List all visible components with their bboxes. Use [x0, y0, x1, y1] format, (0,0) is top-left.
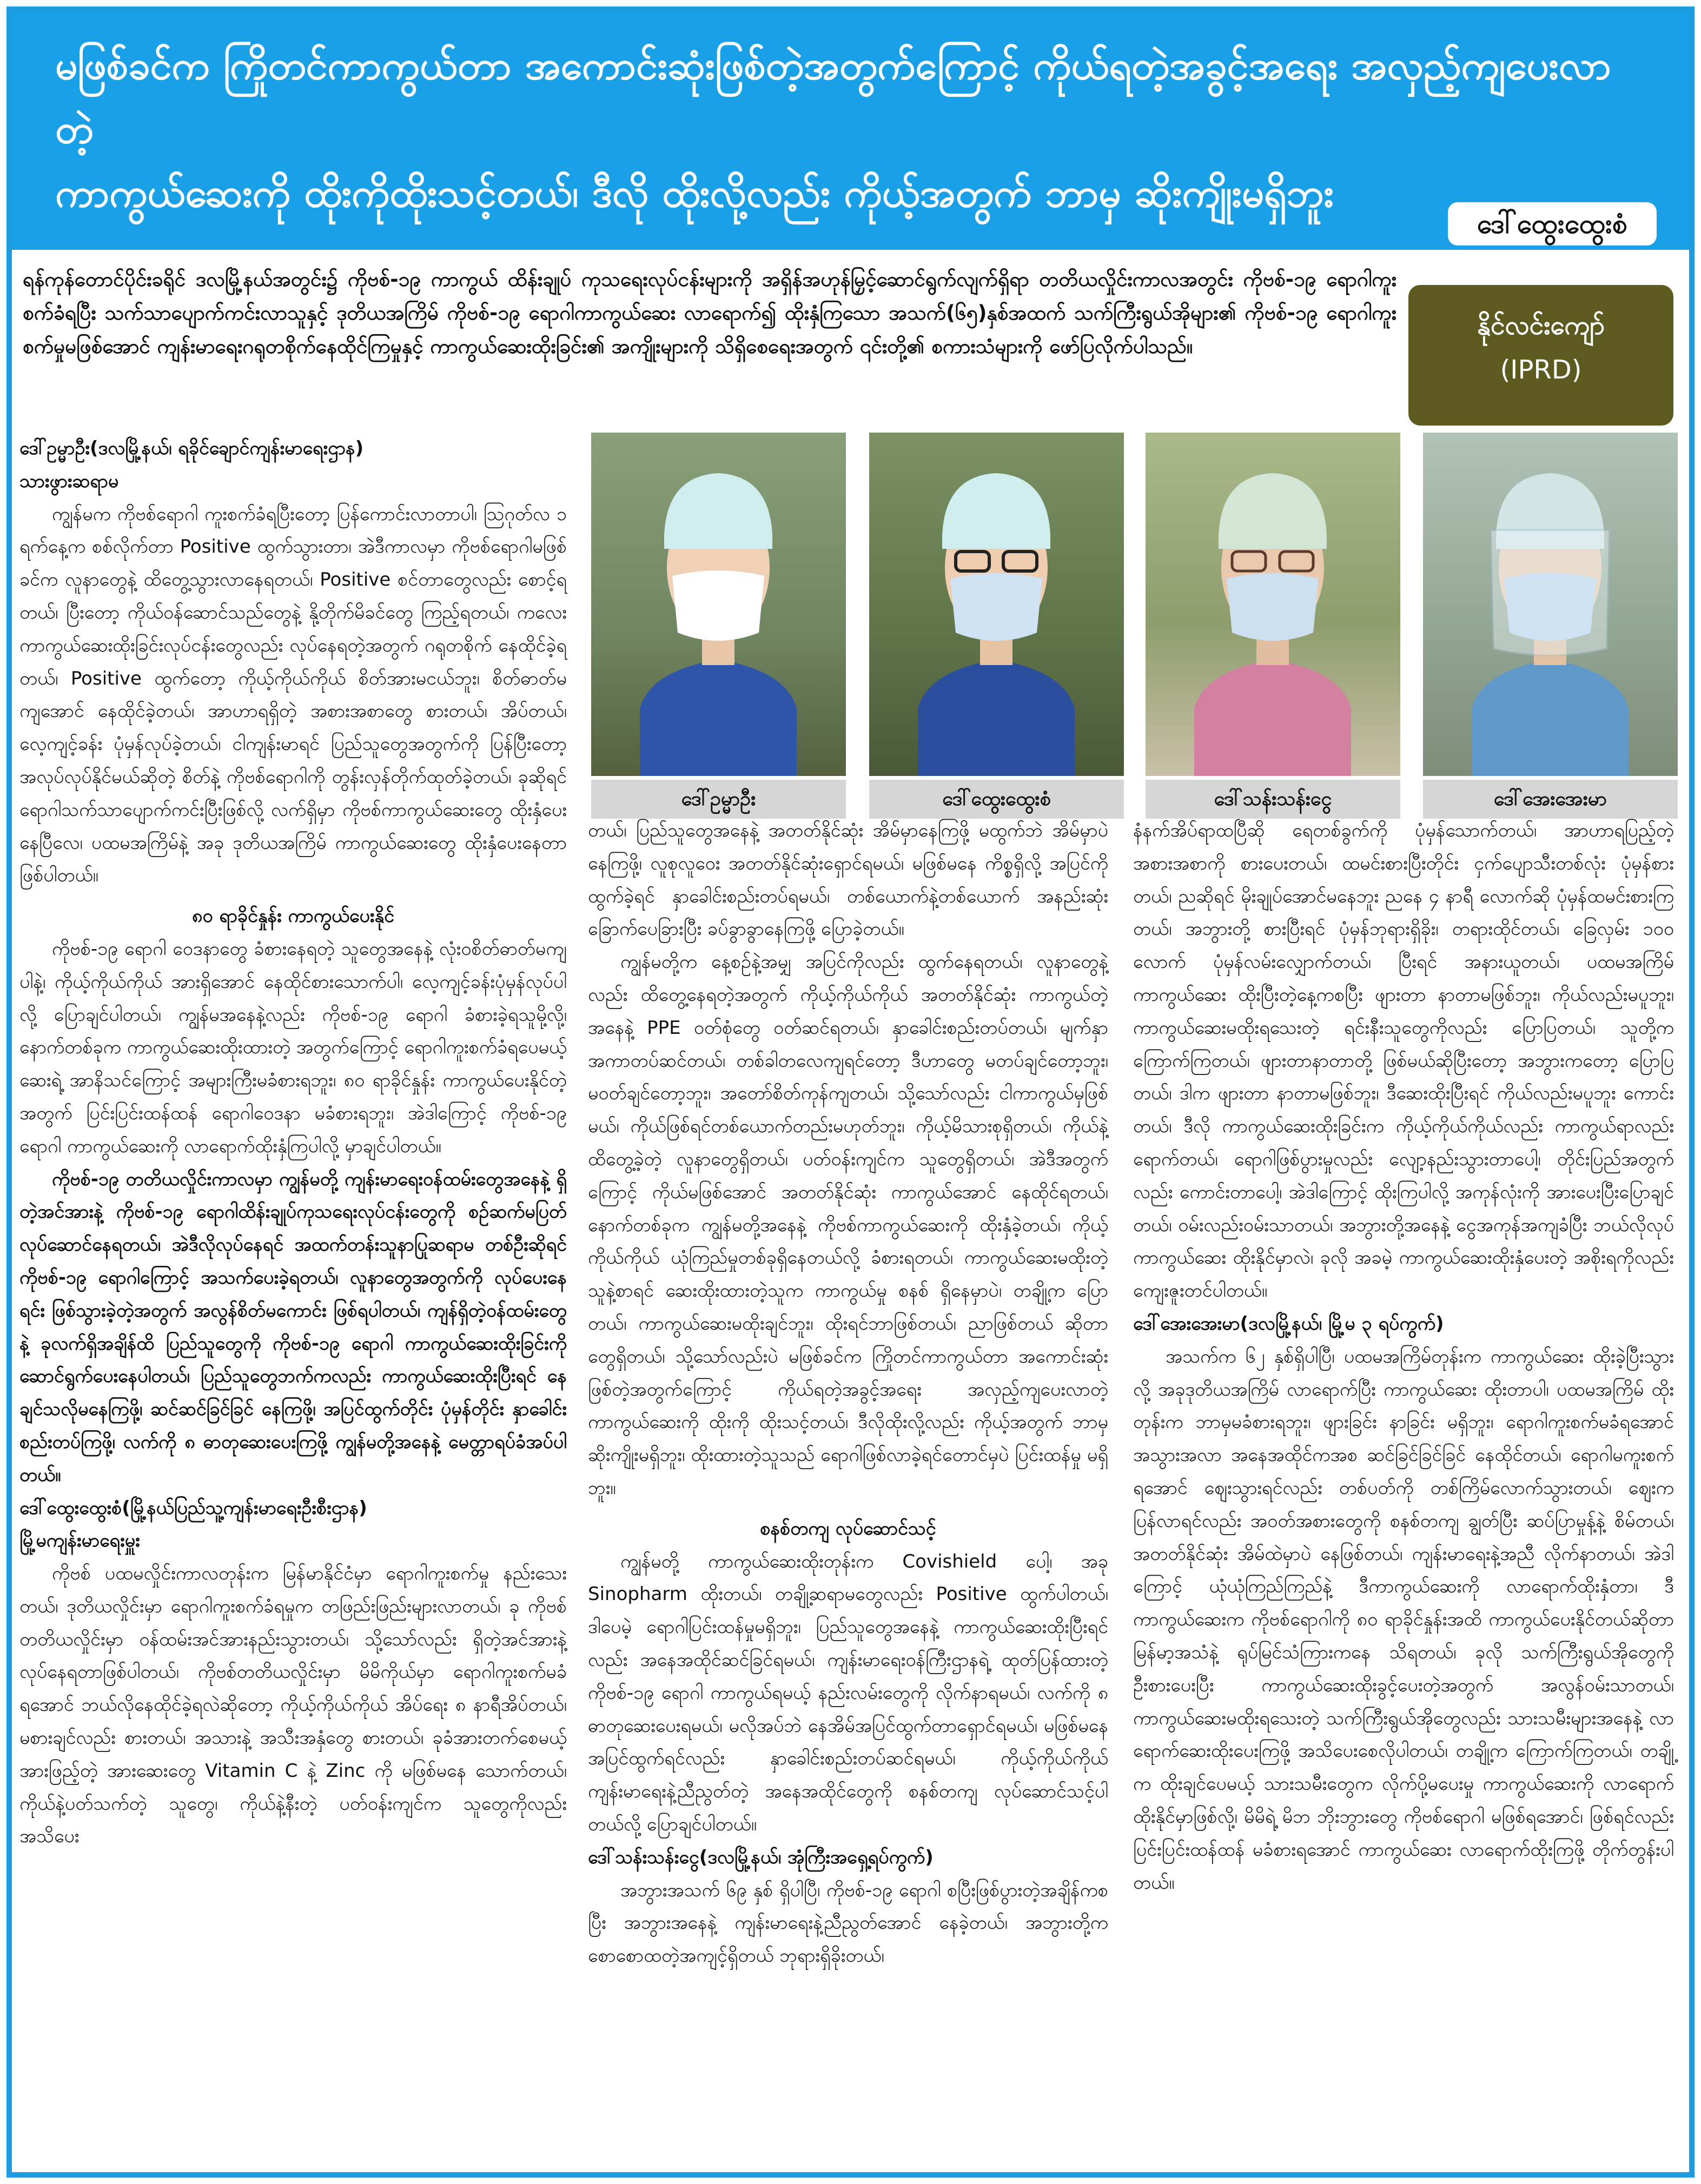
article-page [6, 6, 1695, 2178]
photo-caption: ဒေါ်အေးအေးမာ [1423, 780, 1678, 819]
photo-caption: ဒေါ်ဥမ္မာဦး [591, 780, 846, 819]
body-paragraph: တယ်၊ ပြည်သူတွေအနေနဲ့ အတတ်နိုင်ဆုံး အိမ်မှာနေကြဖို့ မထွက်ဘဲ အိမ်မှာပဲနေကြဖို့၊ လူစုလူဝေး အတတ်နိုင်ဆုံးရှောင်ရမယ်၊ မဖြစ်မနေ ကိစ္စရှိလို့ အပြင်ကို ထွက်ခဲ့ရင် နှာခေါင်းစည်းတပ်ရမယ်၊ တစ်ယောက်နဲ့တစ်ယောက် အနည်းဆုံး ခြောက်ပေခြားပြီး ခပ်ခွာခွာနေကြဖို့ ပြောခဲ့တယ်။ [588, 820, 1108, 940]
reporter-name: နိုင်လင်းကျော် [1477, 310, 1605, 341]
body-paragraph: အဘွားအသက် ၆၉ နှစ် ရှိပါပြီ၊ ကိုဗစ်-၁၉ ရောဂါ စပြီးဖြစ်ပွားတဲ့အချိန်ကစပြီး အဘွားအနေနဲ့ ကျန်းမာရေးနဲ့ညီညွတ်အောင် နေခဲ့တယ်၊ အဘွားတို့က စောစောထတဲ့အကျင့်ရှိတယ် ဘုရားရှိခိုးတယ်၊ [588, 1879, 1108, 1967]
headline [55, 34, 1645, 225]
body-paragraph-bold: ကိုဗစ်-၁၉ တတိယလှိုင်းကာလမှာ ကျွန်မတို့ ကျန်းမာရေးဝန်ထမ်းတွေအနေနဲ့ ရှိတဲ့အင်အားနဲ့ ကိုဗစ်-၁၉ ရောဂါထိန်းချုပ်ကုသရေးလုပ်ငန်းတွေကို စဉ်ဆက်မပြတ် လုပ်ဆောင်နေရတယ်၊ အဲဒီလိုလုပ်နေရင် အထက်တန်းသူနာပြုဆရာမ တစ်ဦးဆိုရင် ကိုဗစ်-၁၉ ရောဂါကြောင့် အသက်ပေးခဲ့ရတယ်၊ လူနာတွေအတွက်ကို လုပ်ပေးနေရင်း ဖြစ်သွားခဲ့တဲ့အတွက် အလွန်စိတ်မကောင်း ဖြစ်ရပါတယ်၊ ကျန်ရှိတဲ့ဝန်ထမ်းတွေနဲ့ ခုလက်ရှိအချိန်ထိ ပြည်သူတွေကို ကိုဗစ်-၁၉ ရောဂါ ကာကွယ်ဆေးထိုးခြင်းကို ဆောင်ရွက်ပေးနေပါတယ်၊ ပြည်သူတွေဘက်ကလည်း ကာကွယ်ဆေးထိုးပြီးရင် နေချင်သလိုမနေကြဖို့၊ ဆင်ဆင်ခြင်ခြင် နေကြဖို့၊ အပြင်ထွက်တိုင်း ပုံမှန်တိုင်း နှာခေါင်းစည်းတပ်ကြဖို့၊ လက်ကို ၈ ဓာတုဆေးပေးကြဖို့ ကျွန်မတို့အနေနဲ့ မေတ္တာရပ်ခံအပ်ပါတယ်။ [19, 1168, 567, 1486]
photo-1 [591, 433, 846, 819]
column-3 [1133, 814, 1674, 1899]
photo-4 [1423, 433, 1678, 819]
subheading: ၈၀ ရာခိုင်နှုန်း ကာကွယ်ပေးနိုင် [192, 905, 394, 927]
body-paragraph: ကိုဗစ်-၁၉ ရောဂါ ဝေဒနာတွေ ခံစားနေရတဲ့ သူတွေအနေနဲ့ လုံးဝစိတ်ဓာတ်မကျပါနဲ့၊ ကိုယ့်ကိုယ်ကိုယ် အားရှိအောင် နေထိုင်စားသောက်ပါ၊ လေ့ကျင့်ခန်းပုံမှန်လုပ်ပါလို့ ပြောချင်ပါတယ်၊ ကျွန်မအနေနဲ့လည်း ကိုဗစ်-၁၉ ရောဂါ ခံစားခဲ့ရသူမို့လို့၊ နောက်တစ်ခုက ကာကွယ်ဆေးထိုးထားတဲ့ အတွက်ကြောင့် ရောဂါကူးစက်ခံရပေမယ့် ဆေးရဲ့ အာနိသင်ကြောင့် အများကြီးမခံစားရဘူး၊ ၈၀ ရာခိုင်နှုန်း ကာကွယ်ပေးနိုင်တဲ့အတွက် ပြင်းပြင်းထန်ထန် ရောဂါဝေဒနာ မခံစားရဘူး၊ အဲဒါကြောင့် ကိုဗစ်-၁၉ ရောဂါ ကာကွယ်ဆေးကို လာရောက်ထိုးနှံကြပါလို့ မှာချင်ပါတယ်။ [19, 938, 567, 1157]
column-2 [588, 814, 1108, 1973]
body-paragraph: ကျွန်မတို့ ကာကွယ်ဆေးထိုးတုန်းက Covishield ပေါ့၊ အခု Sinopharm ထိုးတယ်၊ တချို့ဆရာမတွေလည်း Positive ထွက်ပါတယ်၊ ဒါပေမဲ့ ရောဂါပြင်းထန်မှုမရှိဘူး၊ ပြည်သူတွေအနေနဲ့ ကာကွယ်ဆေးထိုးပြီးရင်လည်း အနေအထိုင်ဆင်ခြင်ရမယ်၊ ကျန်းမာရေးဝန်ကြီးဌာနရဲ့ ထုတ်ပြန်ထားတဲ့ ကိုဗစ်-၁၉ ရောဂါ ကာကွယ်ရမယ့် နည်းလမ်းတွေကို လိုက်နာရမယ်၊ လက်ကို ၈ ဓာတုဆေးပေးရမယ်၊ မလိုအပ်ဘဲ နေအိမ်အပြင်ထွက်တာရှောင်ရမယ်၊ မဖြစ်မနေ အပြင်ထွက်ရင်လည်း နှာခေါင်းစည်းတပ်ဆင်ရမယ်၊ ကိုယ့်ကိုယ်ကိုယ် ကျန်းမာရေးနဲ့ညီညွတ်တဲ့ အနေအထိုင်တွေကို စနစ်တကျ လုပ်ဆောင်သင့်ပါတယ်လို့ ပြောချင်ပါတယ်။ [588, 1550, 1108, 1835]
photo-3 [1146, 433, 1400, 819]
interviewee-role: သားဖွားဆရာမ [19, 470, 119, 492]
subheading: စနစ်တကျ လုပ်ဆောင်သင့် [760, 1517, 936, 1539]
interviewee-heading: ဒေါ်ထွေးထွေးစံ(မြို့နယ်ပြည်သူ့ကျန်းမာရေးဦးစီးဌာန) [19, 1497, 367, 1519]
reporter-badge [1408, 285, 1673, 426]
headline-line-2: ကာကွယ်ဆေးကို ထိုးကိုထိုးသင့်တယ်၊ ဒီလို ထိုးလို့လည်း ကိုယ့်အတွက် ဘာမှ ဆိုးကျိုးမရှိဘူး [55, 170, 1334, 216]
person-portrait [1194, 454, 1351, 776]
person-portrait [918, 454, 1075, 776]
column-1 [19, 432, 567, 1853]
headline-line-1: မဖြစ်ခင်က ကြိုတင်ကာကွယ်တာ အကောင်းဆုံးဖြစ်တဲ့အတွက်ကြောင့် ကိုယ်ရတဲ့အခွင့်အရေး အလှည့်ကျပေးလာတဲ့ [55, 43, 1611, 152]
headline-banner [12, 12, 1689, 250]
intro-paragraph: ရန်ကုန်တောင်ပိုင်းခရိုင် ဒလမြို့နယ်အတွင်း၌ ကိုဗစ်-၁၉ ကာကွယ် ထိန်းချုပ် ကုသရေးလုပ်ငန်းများကို အရှိန်အဟုန်မြှင့်ဆောင်ရွက်လျက်ရှိရာ တတိယလှိုင်းကာလအတွင်း ကိုဗစ်-၁၉ ရောဂါကူးစက်ခံရပြီး သက်သာပျောက်ကင်းလာသူနှင့် ဒုတိယအကြိမ် ကိုဗစ်-၁၉ ရောဂါကာကွယ်ဆေး လာရောက်၍ ထိုးနှံကြသော အသက်(၆၅)နှစ်အထက် သက်ကြီးရွယ်အိုများ၏ ကိုဗစ်-၁၉ ရောဂါကူးစက်မှုမဖြစ်အောင် ကျန်းမာရေးဂရုတစိုက်နေထိုင်ကြမှုနှင့် ကာကွယ်ဆေးထိုးခြင်း၏ အကျိုးများကို သိရှိစေရေးအတွက် ၎င်းတို့၏ စကားသံများကို ဖော်ပြလိုက်ပါသည်။ [23, 268, 1396, 358]
interviewee-role: မြို့မကျန်းမာရေးမှူး [19, 1530, 140, 1552]
body-paragraph: ကိုဗစ် ပထမလှိုင်းကာလတုန်းက မြန်မာနိုင်ငံမှာ ရောဂါကူးစက်မှု နည်းသေးတယ်၊ ဒုတိယလှိုင်းမှာ ရောဂါကူးစက်ခံရမှုက တဖြည်းဖြည်းများလာတယ်၊ ခု ကိုဗစ်တတိယလှိုင်းမှာ ဝန်ထမ်းအင်အားနည်းသွားတယ်၊ သို့သော်လည်း ရှိတဲ့အင်အားနဲ့ လုပ်နေရတာဖြစ်ပါတယ်၊ ကိုဗစ်တတိယလှိုင်းမှာ မိမိကိုယ်မှာ ရောဂါကူးစက်မခံရအောင် ဘယ်လိုနေထိုင်ခဲ့ရလဲဆိုတော့ ကိုယ့်ကိုယ်ကိုယ် အိပ်ရေး ၈ နာရီအိပ်တယ်၊ မစားချင်လည်း စားတယ်၊ အသားနဲ့ အသီးအနှံတွေ စားတယ်၊ ခုခံအားတက်စေမယ့် အားဖြည့်တဲ့ အားဆေးတွေ Vitamin C နဲ့ Zinc ကို မဖြစ်မနေ သောက်တယ်၊ ကိုယ်နဲ့ပတ်သက်တဲ့ သူတွေ၊ ကိုယ်နဲ့နီးတဲ့ ပတ်ဝန်းကျင်က သူတွေကိုလည်း အသိပေး [19, 1563, 567, 1848]
person-portrait [1472, 454, 1629, 776]
interviewee-heading: ဒေါ်ဥမ္မာဦး(ဒလမြို့နယ်၊ ရခိုင်ချောင်ကျန်းမာရေးဌာန) [19, 437, 364, 459]
body-paragraph: နံနက်အိပ်ရာထပြီဆို ရေတစ်ခွက်ကို ပုံမှန်သောက်တယ်၊ အာဟာရပြည့်တဲ့ အစားအစာကို စားပေးတယ်၊ ထမင်းစားပြီးတိုင်း ငှက်ပျောသီးတစ်လုံး ပုံမှန်စားတယ်၊ ညဆိုရင် မိုးချုပ်အောင်မနေဘူး ညနေ ၄ နာရီ လောက်ဆို ပုံမှန်ထမင်းစားကြတယ်၊ အဘွားတို့ စားပြီးရင် ပုံမှန်ဘုရားရှိခိုး၊ တရားထိုင်တယ်၊ ခြေလှမ်း ၁၀၀ လောက် ပုံမှန်လမ်းလျှောက်တယ်၊ ပြီးရင် အနားယူတယ်၊ ပထမအကြိမ် ကာကွယ်ဆေး ထိုးပြီးတဲ့နေ့ကစပြီး ဖျားတာ နာတာမဖြစ်ဘူး၊ ကိုယ်လည်းမပူဘူး၊ ကာကွယ်ဆေးမထိုးရသေးတဲ့ ရင်းနီးသူတွေကိုလည်း ပြောပြတယ်၊ သူတို့က ကြောက်ကြတယ်၊ ဖျားတာနာတာတို့ ဖြစ်မယ်ဆိုပြီးတော့ အဘွားကတော့ ပြောပြတယ်၊ ဒါက ဖျားတာ နာတာမဖြစ်ဘူး၊ ဒီဆေးထိုးပြီးရင် ကိုယ်လည်းမပူဘူး ကောင်းတယ်၊ ဒီလို ကာကွယ်ဆေးထိုးခြင်းက ကိုယ့်ကိုယ်ကိုယ်လည်း ကာကွယ်ရာလည်းရောက်တယ်၊ ရောဂါဖြစ်ပွားမှုလည်း လျော့နည်းသွားတာပေါ့၊ တိုင်းပြည်အတွက်လည်း ကောင်းတာပေါ့၊ အဲဒါကြောင့် ထိုးကြပါလို့ အကုန်လုံးကို အားပေးပြီးပြောချင်တယ်၊ ဝမ်းလည်းဝမ်းသာတယ်၊ အဘွားတို့အနေနဲ့ ငွေအကုန်အကျခံပြီး ဘယ်လိုလုပ် ကာကွယ်ဆေး ထိုးနိုင်မှာလဲ၊ ခုလို အခမဲ့ ကာကွယ်ဆေးထိုးနှံပေးတဲ့ အစိုးရကိုလည်း ကျေးဇူးတင်ပါတယ်။ [1133, 820, 1674, 1302]
photo-caption: ဒေါ်သန်းသန်းငွေ [1146, 780, 1400, 819]
body-paragraph: ကျွန်မက ကိုဗစ်ရောဂါ ကူးစက်ခံရပြီးတော့ ပြန်ကောင်းလာတာပါ၊ ဩဂုတ်လ ၁ ရက်နေ့က စစ်လိုက်တာ Positive ထွက်သွားတာ၊ အဲဒီကာလမှာ ကိုဗစ်ရောဂါမဖြစ်ခင်က လူနာတွေနဲ့ ထိတွေ့သွားလာနေရတယ်၊ Positive စင်တာတွေလည်း စောင့်ရတယ်၊ ပြီးတော့ ကိုယ်ဝန်ဆောင်သည်တွေနဲ့ နို့တိုက်မိခင်တွေ ကြည့်ရတယ်၊ ကလေး ကာကွယ်ဆေးထိုးခြင်းလုပ်ငန်းတွေလည်း လုပ်နေရတဲ့အတွက် ဂရုတစိုက် နေထိုင်ခဲ့ရတယ်၊ Positive ထွက်တော့ ကိုယ့်ကိုယ်ကိုယ် စိတ်အားမငယ်ဘူး၊ စိတ်ဓာတ်မကျအောင် နေထိုင်ခဲ့တယ်၊ အာဟာရရှိတဲ့ အစားအစာတွေ စားတယ်၊ အိပ်တယ်၊ လေ့ကျင့်ခန်း ပုံမှန်လုပ်ခဲ့တယ်၊ ငါကျန်းမာရင် ပြည်သူတွေအတွက်ကို ပြန်ပြီးတော့ အလုပ်လုပ်နိုင်မယ်ဆိုတဲ့ စိတ်နဲ့ ကိုဗစ်ရောဂါကို တွန်းလှန်တိုက်ထုတ်ခဲ့တယ်၊ ခုဆိုရင် ရောဂါသက်သာပျောက်ကင်းပြီးဖြစ်လို့ လက်ရှိမှာ ကိုဗစ်ကာကွယ်ဆေးတွေ ထိုးနှံပေးနေပြီလေ၊ ပထမအကြိမ်နဲ့ အခု ဒုတိယအကြိမ် ကာကွယ်ဆေးတွေ ထိုးနှံပေးနေတာဖြစ်ပါတယ်။ [19, 503, 567, 887]
photo-2 [869, 433, 1124, 819]
author-tag: ဒေါ်ထွေးထွေးစံ [1448, 202, 1657, 245]
body-paragraph: ကျွန်မတို့က နေ့စဉ်နဲ့အမျှ အပြင်ကိုလည်း ထွက်နေရတယ်၊ လူနာတွေနဲ့လည်း ထိတွေ့နေရတဲ့အတွက် ကိုယ့်ကိုယ်ကိုယ် အတတ်နိုင်ဆုံး ကာကွယ်တဲ့အနေနဲ့ PPE ဝတ်စုံတွေ ဝတ်ဆင်ရတယ်၊ နှာခေါင်းစည်းတပ်တယ်၊ မျက်နှာအကာတပ်ဆင်တယ်၊ တစ်ခါတလေကျရင်တော့ ဒီဟာတွေ မတပ်ချင်တော့ဘူး၊ မဝတ်ချင်တော့ဘူး၊ အတော်စိတ်ကုန်ကျတယ်၊ သို့သော်လည်း ငါကာကွယ်မှဖြစ်မယ်၊ ကိုယ်ဖြစ်ရင်တစ်ယောက်တည်းမဟုတ်ဘူး၊ ကိုယ့်မိသားစုရှိတယ်၊ ကိုယ်နဲ့ ထိတွေ့ခဲ့တဲ့ လူနာတွေရှိတယ်၊ ပတ်ဝန်းကျင်က သူတွေရှိတယ်၊ အဲဒီအတွက်ကြောင့် ကိုယ်မဖြစ်အောင် အတတ်နိုင်ဆုံး ကာကွယ်အောင် နေထိုင်ရတယ်၊ နောက်တစ်ခုက ကျွန်မတို့အနေနဲ့ ကိုဗစ်ကာကွယ်ဆေးကို ထိုးနှံခဲ့တယ်၊ ကိုယ့်ကိုယ်ကိုယ် ယုံကြည်မှုတစ်ခုရှိနေတယ်လို့ ခံစားရတယ်၊ ကာကွယ်ဆေးမထိုးတဲ့သူနဲ့စာရင် ဆေးထိုးထားတဲ့သူက ကာကွယ်မှု စနစ် ရှိနေမှာပဲ၊ တချို့က ပြောတယ်၊ ကာကွယ်ဆေးမထိုးချင်ဘူး၊ ထိုးရင်ဘာဖြစ်တယ်၊ ညာဖြစ်တယ် ဆိုတာတွေရှိတယ်၊ သို့သော်လည်းပဲ မဖြစ်ခင်က ကြိုတင်ကာကွယ်တာ အကောင်းဆုံးဖြစ်တဲ့အတွက်ကြောင့် ကိုယ်ရတဲ့အခွင့်အရေး အလှည့်ကျပေးလာတဲ့ ကာကွယ်ဆေးကို ထိုးကို ထိုးသင့်တယ်၊ ဒီလိုထိုးလို့လည်း ကိုယ့်အတွက် ဘာမှ ဆိုးကျိုးမရှိဘူး၊ ထိုးထားတဲ့သူသည် ရောဂါဖြစ်လာခဲ့ရင်တောင်မှပဲ ပြင်းထန်မှု မရှိဘူး။ [588, 951, 1108, 1499]
body-paragraph: အသက်က ၆၂ နှစ်ရှိပါပြီ၊ ပထမအကြိမ်တုန်းက ကာကွယ်ဆေး ထိုးခဲ့ပြီးသွားလို့ အခုဒုတိယအကြိမ် လာရောက်ပြီး ကာကွယ်ဆေး ထိုးတာပါ၊ ပထမအကြိမ် ထိုးတုန်းက ဘာမှမခံစားရဘူး၊ ဖျားခြင်း နာခြင်း မရှိဘူး၊ ရောဂါကူးစက်မခံရအောင် အသွားအလာ အနေအထိုင်ကအစ ဆင်ခြင်ခြင်ခြင် နေထိုင်တယ်၊ ရောဂါမကူးစက်ရအောင် ဈေးသွားရင်လည်း တစ်ပတ်ကို တစ်ကြိမ်လောက်သွားတယ်၊ ဈေးက ပြန်လာရင်လည်း အဝတ်အစားတွေကို စနစ်တကျ ချွတ်ပြီး ဆပ်ပြာမှုန့်နဲ့ စိမ်တယ်၊ အတတ်နိုင်ဆုံး အိမ်ထဲမှာပဲ နေဖြစ်တယ်၊ ကျန်းမာရေးနဲ့အညီ လိုက်နာတယ်၊ အဲဒါကြောင့် ယုံယုံကြည်ကြည်နဲ့ ဒီကာကွယ်ဆေးကို လာရောက်ထိုးနှံတာ၊ ဒီကာကွယ်ဆေးက ကိုဗစ်ရောဂါကို ၈၀ ရာခိုင်နှုန်းအထိ ကာကွယ်ပေးနိုင်တယ်ဆိုတာ မြန်မာ့အသံနဲ့ ရုပ်မြင်သံကြားကနေ သိရတယ်၊ ခုလို သက်ကြီးရွယ်အိုတွေကို ဦးစားပေးပြီး ကာကွယ်ဆေးထိုးခွင့်ပေးတဲ့အတွက် အလွန်ဝမ်းသာတယ်၊ ကာကွယ်ဆေးမထိုးရသေးတဲ့ သက်ကြီးရွယ်အိုတွေလည်း သားသမီးများအနေနဲ့ လာရောက်ဆေးထိုးပေးကြဖို့ အသိပေးစေလိုပါတယ်၊ တချို့က ကြောက်ကြတယ်၊ တချို့က ထိုးချင်ပေမယ့် သားသမီးတွေက လိုက်ပို့မပေးမှု ကာကွယ်ဆေးကို လာရောက်ထိုးနိုင်မှာဖြစ်လို့၊ မိမိရဲ့ မိဘ ဘိုးဘွားတွေ ကိုဗစ်ရောဂါ မဖြစ်ရအောင်၊ ဖြစ်ရင်လည်း ပြင်းပြင်းထန်ထန် မခံစားရအောင် ကာကွယ်ဆေး လာရောက်ထိုးကြဖို့ တိုက်တွန်းပါတယ်။ [1133, 1345, 1674, 1894]
interviewee-heading: ဒေါ်အေးအေးမာ(ဒလမြို့နယ်၊ မြို့မ ၃ ရပ်ကွက်) [1133, 1312, 1444, 1335]
interviewee-heading: ဒေါ်သန်းသန်းငွေ(ဒလမြို့နယ်၊ အုံကြီးအရှေ့ရပ်ကွက်) [588, 1846, 934, 1868]
photo-caption: ဒေါ်ထွေးထွေးစံ [869, 780, 1124, 819]
reporter-org: (IPRD) [1500, 355, 1582, 385]
person-portrait [640, 454, 797, 776]
